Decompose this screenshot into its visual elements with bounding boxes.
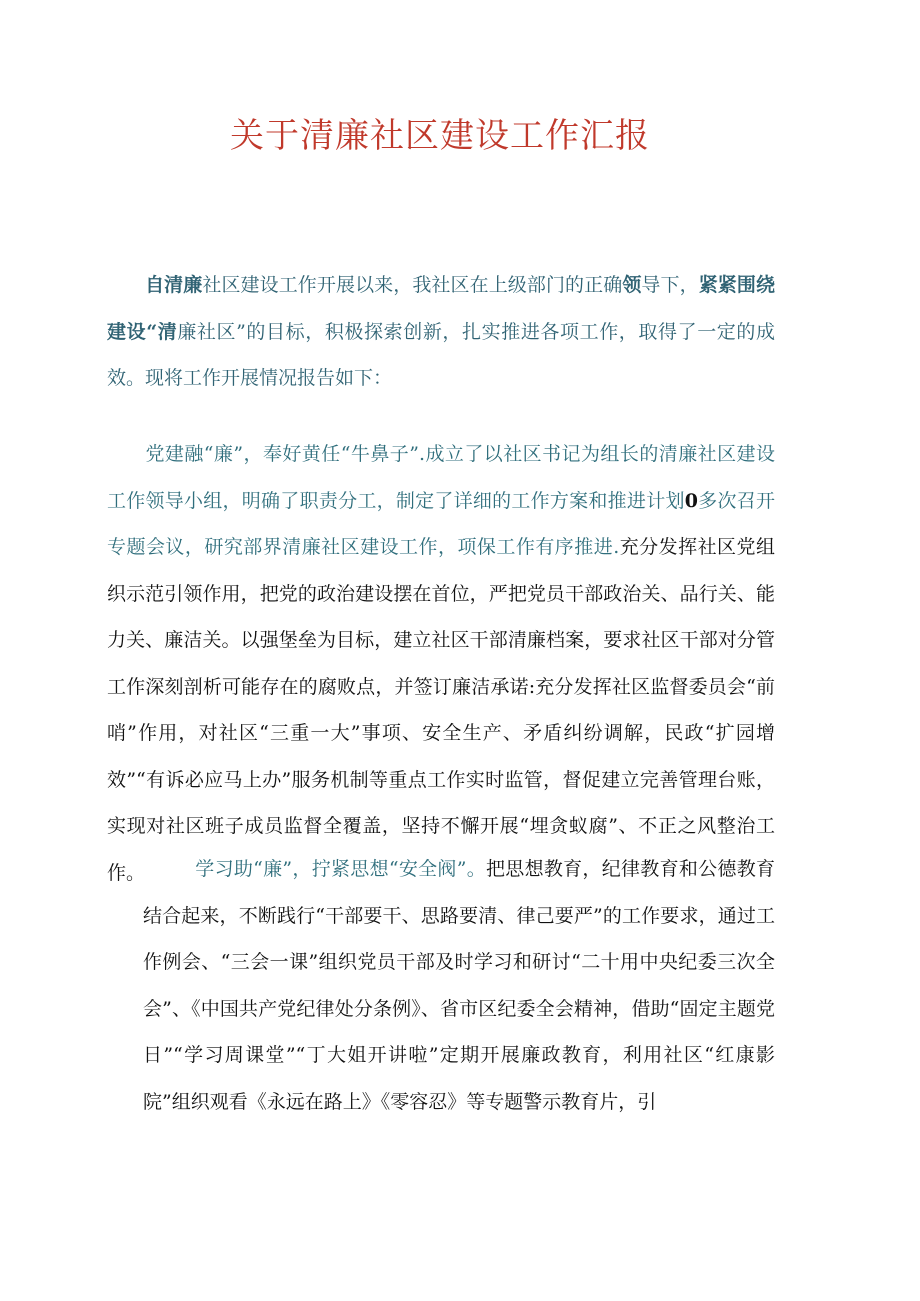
paragraph-party-building xyxy=(107,431,775,896)
intro-bold-b: 领 xyxy=(622,274,642,296)
study-heading: 学习助“廉”，拧紧思想“安全阀”。 xyxy=(195,858,486,880)
party-building-heading: 党建融“廉”，奉好黄任“牛鼻子”.成立了以社区书记为组长的清廉社区建设工作领导小组，明确了职责分工，制定了详细的工作方案和推进计划 xyxy=(107,443,775,512)
paragraph-intro xyxy=(107,262,775,402)
intro-lead-bold: 自清廉 xyxy=(145,274,203,296)
intro-text-e: 廉社区”的目标，积极探索创新，扎实推进各项工作，取得了一定的成效。现将工作开展情况报告如下： xyxy=(107,320,775,389)
intro-text-c: 导下， xyxy=(641,274,699,296)
party-building-zero: 0 xyxy=(684,489,698,512)
party-building-heading-cont: 多次召开专题会议，研究部界清廉社区建设工作，项保工作有序推进. xyxy=(107,489,775,558)
paragraph-study xyxy=(143,846,775,1125)
document-title: 关于清廉社区建设工作汇报 xyxy=(230,116,650,156)
party-building-body: 充分发挥社区党组织示范引领作用，把党的政治建设摆在首位，严把党员干部政治关、品行关、能力关、廉洁关。以强堡垒为目标，建立社区干部清廉档案，要求社区干部对分管工作深刻剖析可能存在的腐败点，并签订廉洁承诺:充分发挥社区监督委员会“前哨”作用，对社区“三重一大”事项、安全生产、矛盾纠纷调解，民政“扩园增效”“有诉必应马上办”服务机制等重点工作实时监管，督促建立完善管理台账，实现对社区班子成员监督全覆盖，坚持不懈开展“埋贪蚁腐”、不正之风整治工作。 xyxy=(107,536,775,884)
intro-bold-d: 紧紧围绕建设“清 xyxy=(107,274,775,343)
study-body: 把思想教育，纪律教育和公德教育结合起来，不断践行“干部要干、思路要清、律己要严”的工作要求，通过工作例会、“三会一课”组织党员干部及时学习和研讨“二十用中央纪委三次全会”、《中国共产党纪律处分条例》、省市区纪委全会精神，借助“固定主题党日”“学习周课堂”“丁大姐开讲啦”定期开展廉政教育，利用社区“红康影院”组织观看《永远在路上》《零容忍》等专题警示教育片，引 xyxy=(143,858,775,1113)
intro-text-a: 社区建设工作开展以来，我社区在上级部门的正确 xyxy=(202,274,623,296)
